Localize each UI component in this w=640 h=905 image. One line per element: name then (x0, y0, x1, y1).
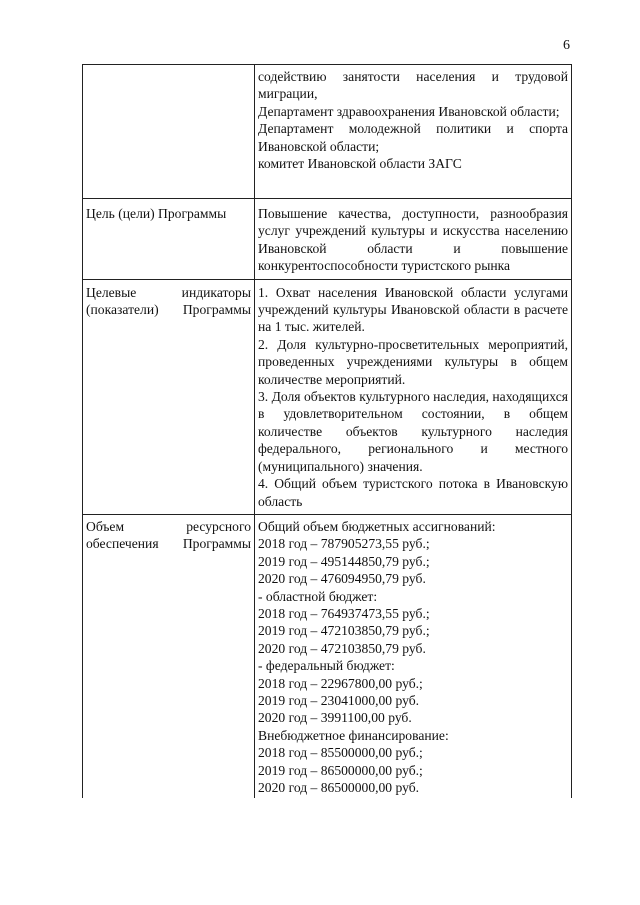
funding-line: 2018 год – 22967800,00 руб.; (258, 675, 423, 691)
funding-line: 2018 год – 764937473,55 руб.; (258, 605, 430, 621)
funding-line: 2019 год – 472103850,79 руб.; (258, 623, 430, 639)
funding-line: 2019 год – 495144850,79 руб.; (258, 553, 430, 569)
funding-line: - федеральный бюджет: (258, 658, 395, 674)
row-label-indicators: Целевые индикаторы (показатели) Программы (83, 279, 255, 514)
executor-paragraph: Департамент здравоохранения Ивановской области; (258, 103, 560, 119)
executor-paragraph: содействию занятости населения и трудовой миграции, (258, 69, 568, 102)
table-row-indicators (83, 279, 572, 514)
funding-line: 2018 год – 787905273,55 руб.; (258, 536, 430, 552)
program-passport-table (82, 64, 572, 798)
funding-line: Внебюджетное финансирование: (258, 727, 449, 743)
row-label-funding: Объем ресурсного обеспечения Программы (83, 514, 255, 798)
row-label-empty (83, 65, 255, 199)
funding-line: 2020 год – 472103850,79 руб. (258, 640, 426, 656)
funding-line: 2020 год – 476094950,79 руб. (258, 571, 426, 587)
indicators-cell (255, 279, 572, 514)
funding-line: 2019 год – 23041000,00 руб. (258, 692, 420, 708)
funding-line: 2019 год – 86500000,00 руб.; (258, 762, 423, 778)
funding-line: - областной бюджет: (258, 588, 378, 604)
indicator-item: 2. Доля культурно-просветительных мероприятий, проведенных учреждениями культуры в общем количестве мероприятий. (258, 336, 568, 387)
funding-line: Общий объем бюджетных ассигнований: (258, 518, 496, 534)
indicator-item: 1. Охват населения Ивановской области услугами учреждений культуры Ивановской области в расчете на 1 тыс. жителей. (258, 284, 568, 335)
funding-line: 2020 год – 86500000,00 руб. (258, 780, 420, 795)
indicator-item: 4. Общий объем туристского потока в Ивановскую область (258, 476, 568, 509)
page-number: 6 (563, 38, 570, 53)
funding-cell (255, 514, 572, 798)
executor-paragraph: Департамент молодежной политики и спорта Ивановской области; (258, 121, 568, 154)
row-label-goal: Цель (цели) Программы (83, 199, 255, 280)
responsible-executors-cell (255, 65, 572, 199)
indicator-item: 3. Доля объектов культурного наследия, находящихся в удовлетворительном состоянии, в общем количестве объектов культурного наследия федерального, регионального и местного (муниципального) значения. (258, 389, 568, 474)
funding-line: 2020 год – 3991100,00 руб. (258, 710, 412, 726)
executor-paragraph: комитет Ивановской области ЗАГС (258, 156, 462, 172)
goal-text: Повышение качества, доступности, разнообразия услуг учреждений культуры и искусства населению Ивановской области и повышение конкурентоспособности туристского рынка (255, 199, 572, 280)
table-row-responsible-continued (83, 65, 572, 199)
funding-line: 2018 год – 85500000,00 руб.; (258, 745, 423, 761)
table-row-goal (83, 199, 572, 280)
table-row-funding (83, 514, 572, 798)
